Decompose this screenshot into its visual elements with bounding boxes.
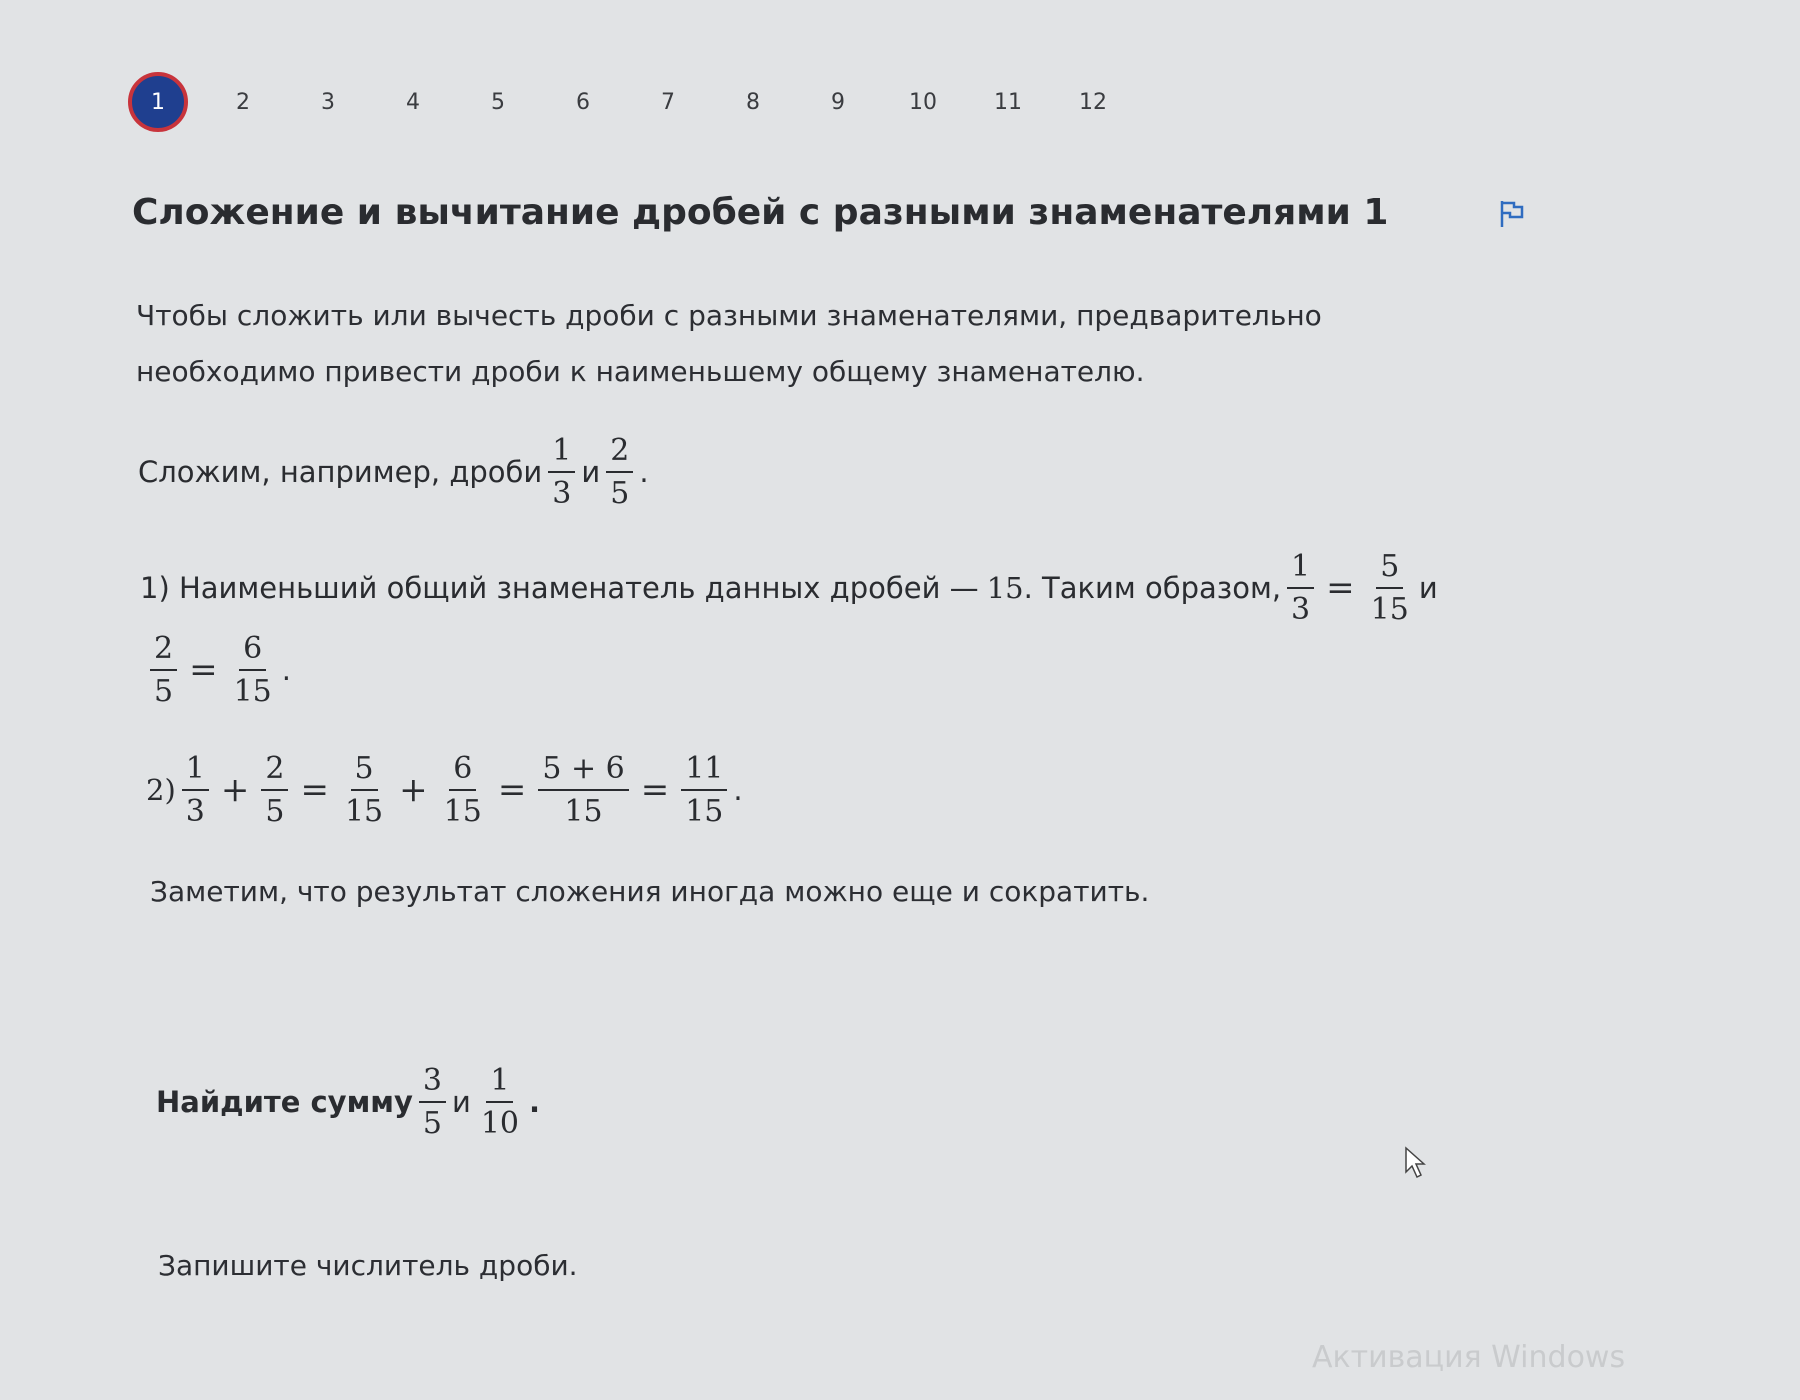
fraction	[440, 752, 486, 828]
denominator: 15	[443, 794, 482, 829]
step1-line-2	[144, 632, 291, 708]
numerator: 2	[150, 632, 177, 671]
example-line	[138, 434, 649, 510]
denominator: 3	[1291, 592, 1311, 627]
example-text: Сложим, например, дроби	[138, 455, 543, 489]
operator: +	[220, 770, 250, 810]
step-3-button[interactable]: 3	[321, 89, 335, 115]
numerator: 1	[1287, 550, 1314, 589]
denominator: 3	[185, 794, 205, 829]
denominator: 3	[552, 476, 572, 511]
mouse-cursor-icon	[1404, 1146, 1428, 1180]
flag-icon[interactable]	[1496, 198, 1528, 230]
step2-label: 2)	[146, 773, 176, 807]
fraction	[477, 1064, 523, 1140]
step1-text-2: . Таким образом,	[1023, 571, 1282, 605]
intro-line: необходимо привести дроби к наименьшему общему знаменателю.	[136, 355, 1145, 388]
instruction-text: Запишите числитель дроби.	[158, 1249, 578, 1282]
denominator: 5	[265, 794, 285, 829]
numerator: 5	[351, 752, 378, 791]
step1-text: 1) Наименьший общий знаменатель данных дробей —	[140, 571, 979, 605]
step2-line	[146, 752, 743, 828]
step-1-button[interactable]: 1	[128, 72, 188, 132]
fraction	[230, 632, 276, 708]
intro-line: Чтобы сложить или вычесть дроби с разными знаменателями, предварительно	[136, 299, 1322, 332]
step-9-button[interactable]: 9	[831, 89, 845, 115]
step-8-button[interactable]: 8	[746, 89, 760, 115]
numerator: 6	[239, 632, 266, 671]
fraction	[341, 752, 387, 828]
fraction	[681, 752, 727, 828]
page-title: Сложение и вычитание дробей с разными знаменателями 1	[132, 192, 1389, 233]
step-2-button[interactable]: 2	[236, 89, 250, 115]
denominator: 15	[1370, 592, 1409, 627]
windows-activation-watermark: Активация Windows	[1312, 1340, 1626, 1375]
numerator: 11	[681, 752, 727, 791]
denominator: 5	[610, 476, 630, 511]
fraction	[548, 434, 575, 510]
step-5-button[interactable]: 5	[491, 89, 505, 115]
numerator: 5	[1376, 550, 1403, 589]
operator: =	[497, 770, 527, 810]
step-11-button[interactable]: 11	[994, 89, 1022, 115]
lcd-value: 15	[986, 571, 1024, 605]
step-12-button[interactable]: 12	[1079, 89, 1107, 115]
step-6-button[interactable]: 6	[576, 89, 590, 115]
fraction	[182, 752, 209, 828]
conjunction: и	[1418, 571, 1438, 605]
equals-sign: =	[189, 650, 218, 690]
numerator: 2	[261, 752, 288, 791]
numerator: 1	[182, 752, 209, 791]
task-line	[156, 1064, 540, 1140]
fraction	[150, 632, 177, 708]
period: .	[529, 1085, 541, 1119]
step-4-button[interactable]: 4	[406, 89, 420, 115]
operator: =	[300, 770, 329, 810]
numerator: 3	[419, 1064, 446, 1103]
denominator: 15	[233, 674, 272, 709]
fraction	[1287, 550, 1314, 626]
denominator: 5	[154, 674, 174, 709]
numerator: 1	[548, 434, 575, 473]
operator: +	[399, 770, 428, 810]
equals-sign: =	[1326, 568, 1355, 608]
fraction	[538, 752, 628, 828]
note-text: Заметим, что результат сложения иногда можно еще и сократить.	[150, 875, 1150, 908]
fraction	[419, 1064, 446, 1140]
denominator: 15	[344, 794, 384, 829]
numerator: 5 + 6	[538, 752, 628, 791]
numerator: 2	[606, 434, 633, 473]
denominator: 5	[422, 1106, 442, 1141]
numerator: 6	[449, 752, 476, 791]
fraction	[1367, 550, 1413, 626]
period: .	[639, 455, 649, 489]
period: .	[281, 653, 291, 687]
step1-line	[140, 550, 1438, 626]
step-pager	[128, 70, 1148, 134]
step-10-button[interactable]: 10	[909, 89, 937, 115]
conjunction: и	[451, 1085, 471, 1119]
denominator: 15	[564, 794, 603, 829]
step-7-button[interactable]: 7	[661, 89, 675, 115]
fraction	[606, 434, 633, 510]
numerator: 1	[486, 1064, 513, 1103]
intro-text	[136, 288, 1322, 400]
conjunction: и	[581, 455, 601, 489]
task-text: Найдите сумму	[156, 1085, 413, 1119]
period: .	[733, 773, 743, 807]
denominator: 10	[480, 1106, 520, 1141]
operator: =	[640, 770, 670, 810]
denominator: 15	[685, 794, 724, 829]
fraction	[261, 752, 288, 828]
